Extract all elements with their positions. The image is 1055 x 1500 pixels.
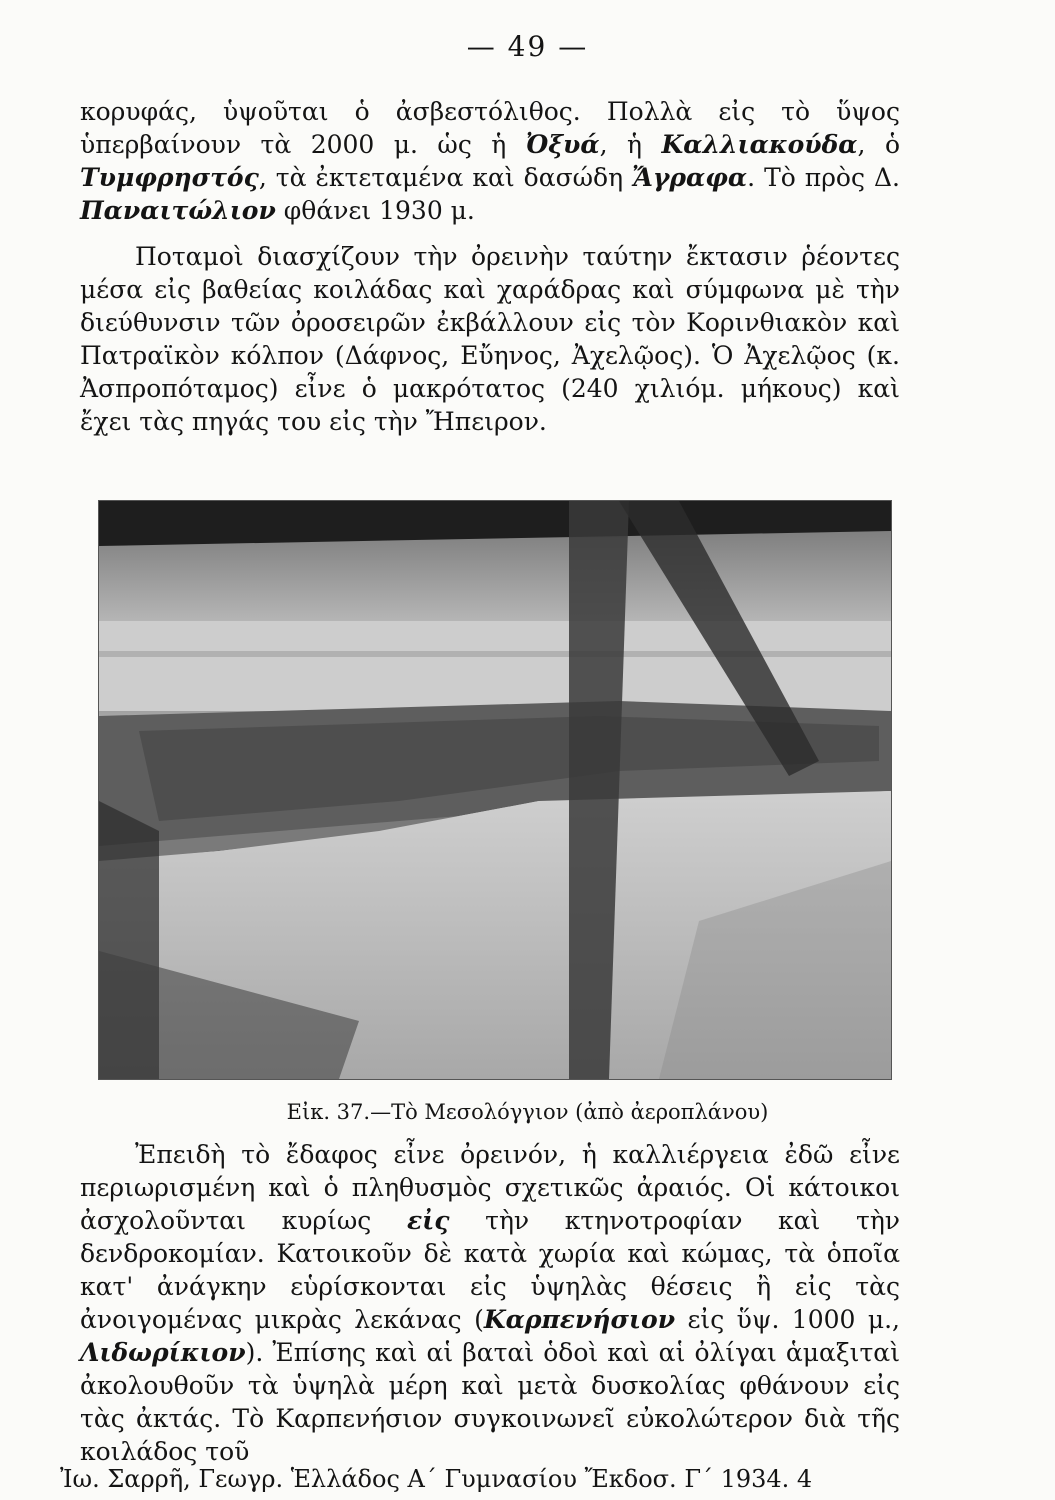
paragraph-mountains	[80, 95, 900, 227]
aerial-photo-image	[99, 501, 891, 1079]
paragraph_3-run-2: τὴν κτηνοτροφίαν καὶ τὴν δενδροκομίαν. Κατοικοῦν δὲ κατὰ χωρία καὶ κώμας, τὰ ὁποῖα κατ' ἀνάγκην εὑρίσκονται εἰς ὑψηλὰς θέσεις ἢ εἰς τὰς ἀνοιγομένας μικρὰς λεκάνας (	[80, 1206, 901, 1334]
paragraph_3-run-5: Λιδωρίκιον	[80, 1338, 246, 1367]
paragraph_1-run-8: . Τὸ πρὸς Δ.	[747, 163, 900, 192]
paragraph_3-run-3: Καρπενήσιον	[483, 1305, 676, 1334]
paragraph_1-run-4: , ὁ	[857, 130, 901, 159]
paragraph_3-run-0: Ἐπειδὴ τὸ ἔδαφος εἶνε ὀρεινόν, ἡ καλλιέργεια ἐδῶ εἶνε περιωρισμένη καὶ ὁ πληθυσμὸς σχετικῶς ἀραιός. Οἱ κάτοικοι ἀσχολοῦνται κυρίως	[80, 1140, 900, 1235]
figure-photo-messolonghi-aerial	[98, 500, 892, 1080]
paragraph_1-run-6: , τὰ ἐκτεταμένα καὶ δασώδη	[258, 163, 633, 192]
footer-signature-line: Ἰω. Σαρρῆ, Γεωγρ. Ἑλλάδος Α΄ Γυμνασίου Ἔκδοσ. Γ΄ 1934. 4	[60, 1465, 813, 1493]
paragraph-rivers	[80, 240, 900, 438]
paragraph_1-run-5: Τυμφρηστός	[80, 163, 259, 192]
paragraph-2-text: Ποταμοὶ διασχίζουν τὴν ὀρεινὴν ταύτην ἔκτασιν ῥέοντες μέσα εἰς βαθείας κοιλάδας καὶ χαράδρας καὶ σύμφωνα μὲ τὴν διεύθυνσιν τῶν ὀροσειρῶν ἐκβάλλουν εἰς τὸν Κορινθιακὸν καὶ Πατραϊκὸν κόλπον (Δάφνος, Εὔηνος, Ἀχελῷος). Ὁ Ἀχελῷος (κ. Ἀσπροπόταμος) εἶνε ὁ μακρότατος (240 χιλιόμ. μήκους) καὶ ἔχει τὰς πηγάς του εἰς τὴν Ἤπειρον.	[80, 242, 900, 436]
paragraph_1-run-2: , ἡ	[599, 130, 662, 159]
paragraph-1-text	[80, 95, 900, 227]
paragraph_1-run-7: Ἄγραφα	[632, 163, 748, 192]
page-number: — 49 —	[466, 30, 589, 63]
paragraph_1-run-3: Καλλιακούδα	[661, 130, 858, 159]
paragraph_3-run-6: ). Ἐπίσης καὶ αἱ βαταὶ ὁδοὶ καὶ αἱ ὀλίγαι ἁμαξιταὶ ἀκολουθοῦν τὰ ὑψηλὰ μέρη καὶ μετὰ δυσκολίας φθάνουν εἰς τὰς ἀκτάς. Τὸ Καρπενήσιον συγκοινωνεῖ εὐκολώτερον διὰ τῆς κοιλάδος τοῦ	[80, 1338, 900, 1466]
paragraph_1-run-10: φθάνει 1930 μ.	[275, 196, 475, 225]
paragraph_1-run-0: κορυφάς, ὑψοῦται ὁ ἀσβεστόλιθος. Πολλὰ εἰς τὸ ὕψος ὑπερβαίνουν τὰ 2000 μ. ὡς ἡ	[80, 97, 900, 159]
paragraph_3-run-4: εἰς ὕψ. 1000 μ.,	[675, 1305, 900, 1334]
paragraph_3-run-1: εἰς	[406, 1206, 450, 1235]
figure-caption: Εἰκ. 37.—Τὸ Μεσολόγγιον (ἀπὸ ἀεροπλάνου)	[286, 1100, 769, 1124]
paragraph-3-text	[80, 1138, 900, 1468]
paragraph-inhabitants	[80, 1138, 900, 1468]
paragraph_1-run-9: Παναιτώλιον	[80, 196, 276, 225]
paragraph_1-run-1: Ὀξυά	[525, 130, 600, 159]
